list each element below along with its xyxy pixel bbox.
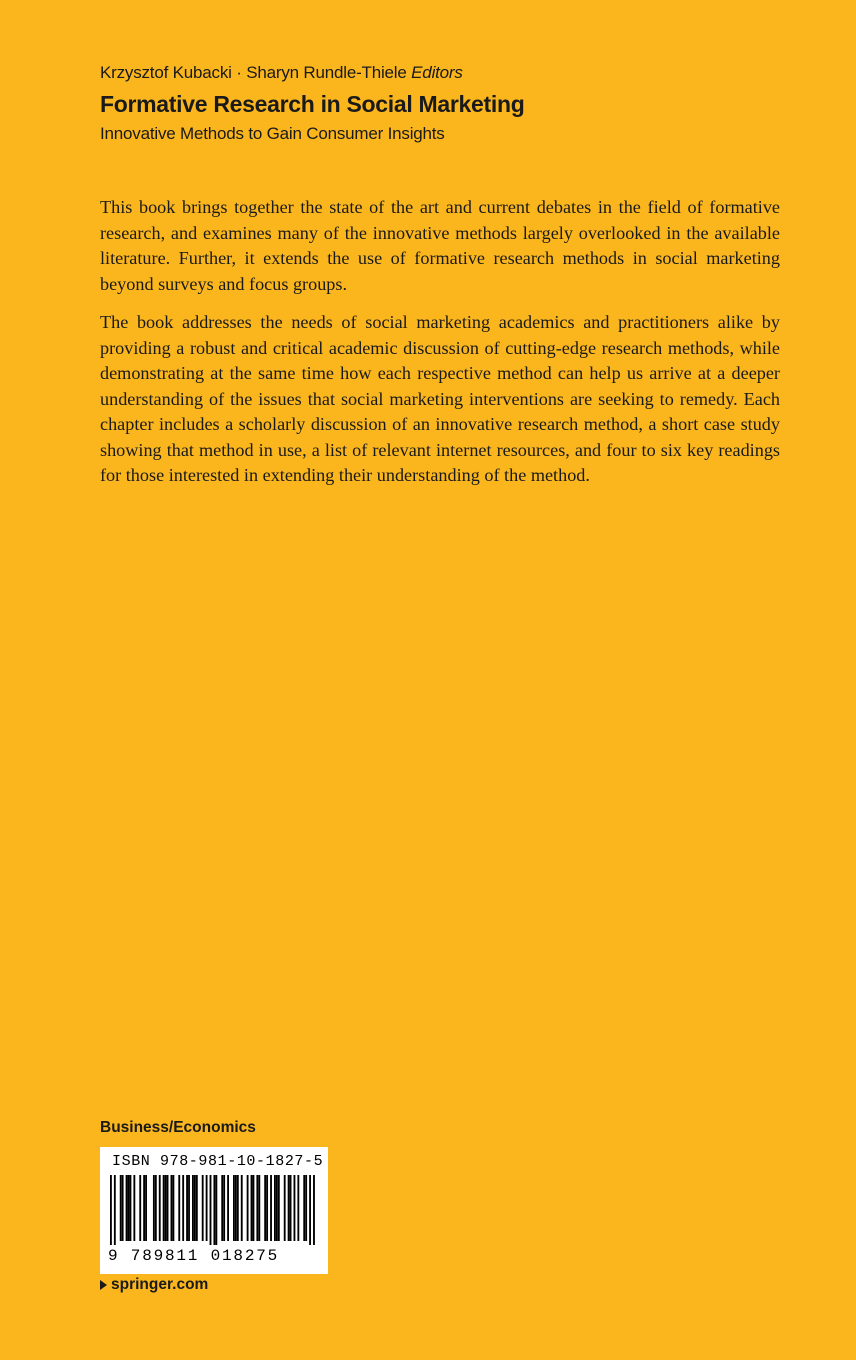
description-paragraph-1: This book brings together the state of the art and current debates in the field of formative research, and examines many of the innovative methods largely overlooked in the available literature. Further, it extends the use of formative research methods in social marketing beyond surveys and focus groups.	[100, 197, 780, 294]
editors-line	[100, 60, 790, 86]
barcode-bar	[114, 1175, 116, 1245]
barcode-bar	[167, 1175, 169, 1241]
barcode-bar	[227, 1175, 229, 1241]
barcode-bar	[210, 1175, 212, 1245]
barcode-bar	[233, 1175, 235, 1241]
barcode-bar	[159, 1175, 161, 1241]
barcode-bar	[235, 1175, 237, 1241]
arrow-right-icon	[100, 1280, 107, 1290]
barcode-bar	[276, 1175, 278, 1241]
barcode-bar	[309, 1175, 311, 1245]
barcode-bar	[270, 1175, 272, 1241]
barcode-bar	[247, 1175, 249, 1241]
barcode-bar	[303, 1175, 305, 1241]
barcode-bar	[221, 1175, 223, 1241]
subject-category: Business/Economics	[100, 1119, 256, 1136]
barcode-bar	[128, 1175, 130, 1241]
publisher-website[interactable]	[100, 1276, 208, 1294]
barcode-bar	[288, 1175, 290, 1241]
barcode-bar	[122, 1175, 124, 1241]
book-subtitle: Innovative Methods to Gain Consumer Insights	[100, 124, 445, 143]
editors-role: Editors	[411, 63, 463, 82]
barcode-bar	[305, 1175, 307, 1241]
barcode-bar	[264, 1175, 266, 1241]
barcode-bar	[143, 1175, 145, 1241]
barcode-bar	[274, 1175, 276, 1241]
barcode-bar	[192, 1175, 194, 1241]
barcode-bar	[165, 1175, 167, 1241]
isbn-barcode	[100, 1147, 328, 1274]
barcode-bar	[258, 1175, 260, 1241]
description-paragraph-2: The book addresses the needs of social marketing academics and practitioners alike by providing a robust and critical academic discussion of cutting-edge research methods, while demonstrating at the same time how each respective method can help us arrive at a deeper understanding of the issues that social marketing interventions are seeking to remedy. Each chapter includes a scholarly discussion of an innovative research method, a short case study showing that method in use, a list of relevant internet resources, and four to six key readings for those interested in extending their understanding of the method.	[100, 312, 780, 485]
barcode-bar	[182, 1175, 184, 1241]
barcode-bar	[253, 1175, 255, 1241]
barcode-bar	[278, 1175, 280, 1241]
barcode-bar	[290, 1175, 292, 1241]
barcode-bar	[294, 1175, 296, 1241]
barcode-bar	[130, 1175, 132, 1241]
barcode-bar	[133, 1175, 135, 1241]
barcode-bar	[213, 1175, 215, 1245]
barcode-bar	[139, 1175, 141, 1241]
barcode-bar	[313, 1175, 315, 1245]
barcode-bar	[256, 1175, 258, 1241]
barcode-bar	[153, 1175, 155, 1241]
barcode-bar	[223, 1175, 225, 1241]
barcode-bar	[266, 1175, 268, 1241]
barcode-bar	[110, 1175, 112, 1245]
isbn-label: ISBN 978-981-10-1827-5	[112, 1153, 324, 1170]
barcode-bar	[206, 1175, 208, 1241]
barcode-bar	[163, 1175, 165, 1241]
barcode-bar	[297, 1175, 299, 1241]
barcode-bar	[251, 1175, 253, 1241]
book-title: Formative Research in Social Marketing	[100, 91, 525, 117]
barcode-bar	[202, 1175, 204, 1241]
barcode-bar	[186, 1175, 188, 1241]
barcode-bar	[241, 1175, 243, 1241]
barcode-bar	[188, 1175, 190, 1241]
barcode-bar	[284, 1175, 286, 1241]
barcode-bar	[155, 1175, 157, 1241]
cover-header	[100, 60, 790, 148]
book-description	[100, 195, 780, 502]
barcode-bar	[172, 1175, 174, 1241]
author-names: Krzysztof Kubacki · Sharyn Rundle-Thiele	[100, 63, 407, 82]
barcode-bar	[126, 1175, 128, 1241]
barcode-bars	[110, 1175, 315, 1245]
barcode-bar	[178, 1175, 180, 1241]
barcode-digits: 9 789811 018275	[108, 1247, 280, 1265]
barcode-bar	[145, 1175, 147, 1241]
barcode-bar	[196, 1175, 198, 1241]
barcode-bar	[215, 1175, 217, 1245]
barcode-bar	[237, 1175, 239, 1241]
barcode-bar	[194, 1175, 196, 1241]
barcode-bar	[171, 1175, 173, 1241]
barcode-bar	[120, 1175, 122, 1241]
website-link[interactable]: springer.com	[111, 1276, 209, 1293]
